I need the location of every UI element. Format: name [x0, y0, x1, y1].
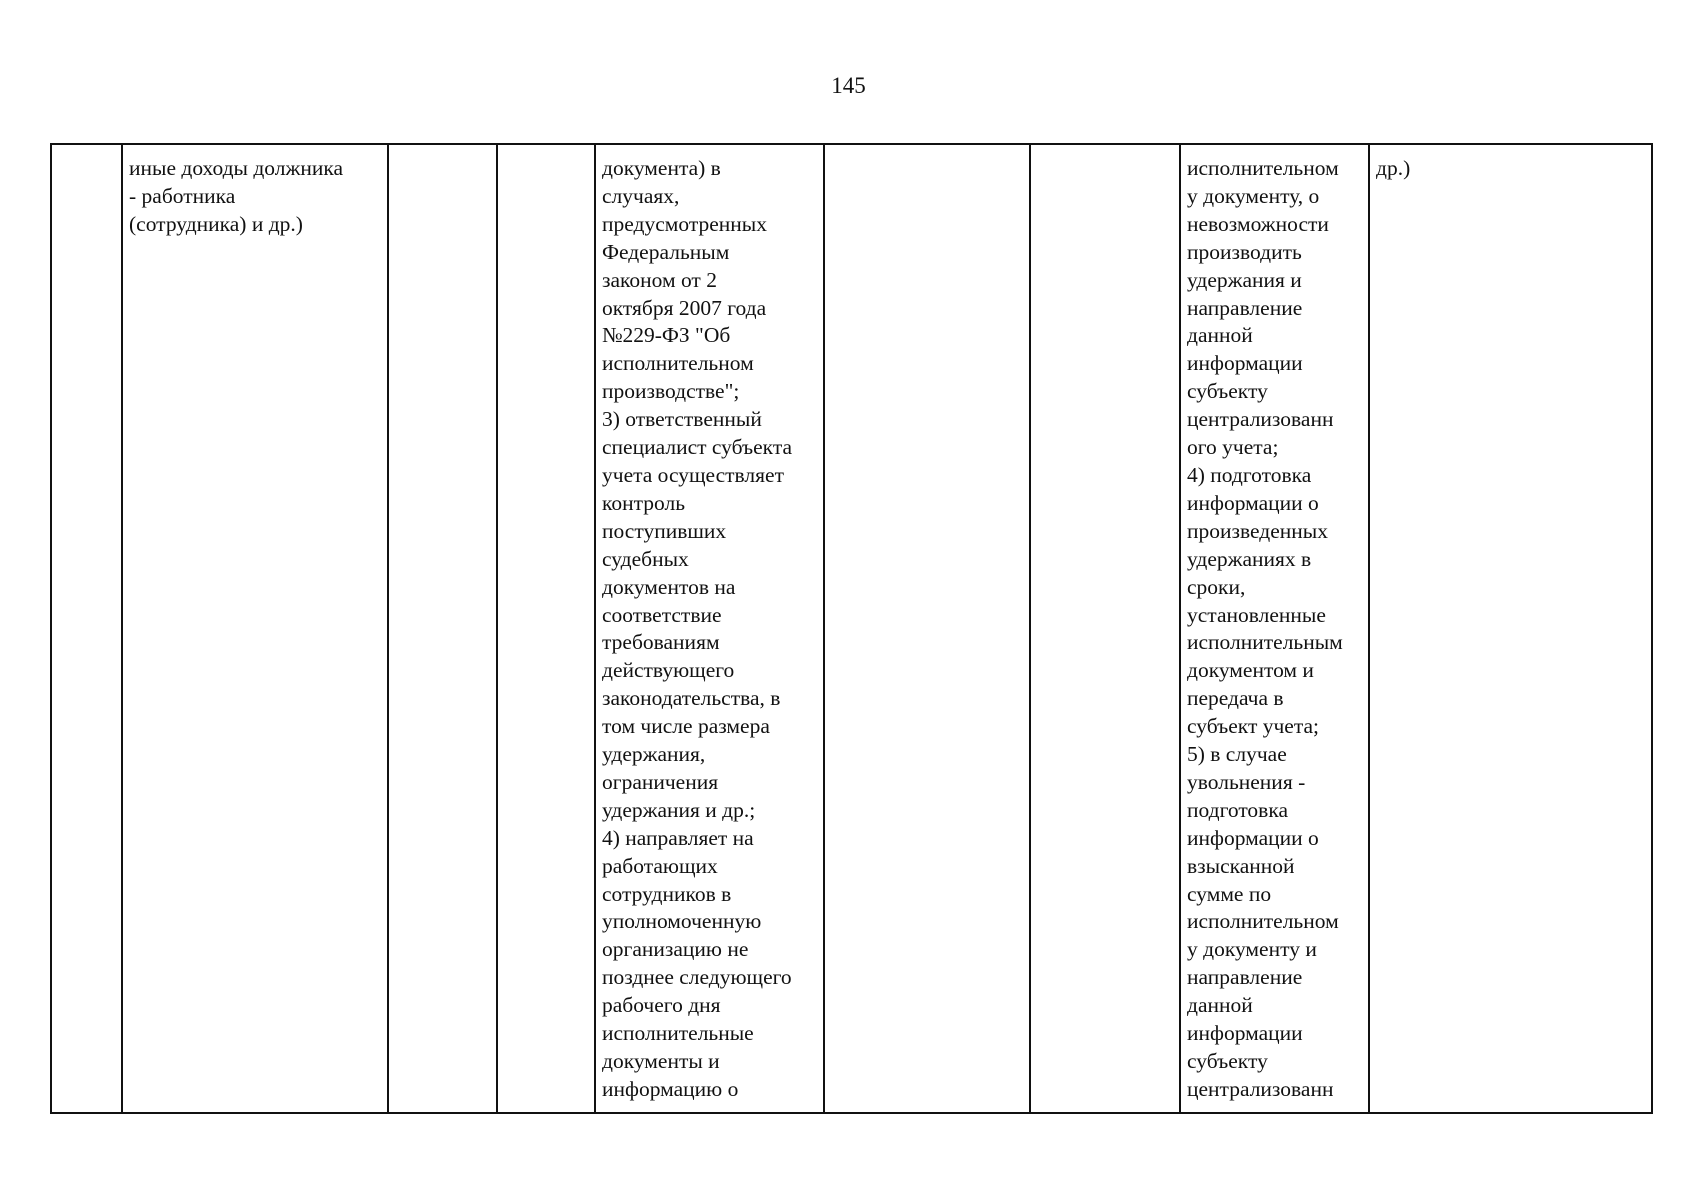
- cell-text: исполнительном у документу, о невозможности производить удержания и направление данной информации субъекту централизованн ого учета; 4) подготовка информации о произведенных удержаниях в сроки, установленные исполнительным документом и передача в субъект учета; 5) в случае увольнения - подготовка информации о взысканной сумме по исполнительном у документу и направление данной информации субъекту централизованн: [1187, 156, 1343, 1101]
- cell-procedure: [595, 144, 824, 1113]
- cell-col6: [824, 144, 1030, 1113]
- cell-income-types: [122, 144, 388, 1113]
- cell-text: документа) в случаях, предусмотренных Федеральным законом от 2 октября 2007 года №229-ФЗ "Об исполнительном производстве"; 3) ответственный специалист субъекта учета осуществляет контроль поступивших судебных документов на соответствие требованиям действующего законодательства, в том числе размера удержания, ограничения удержания и др.; 4) направляет на работающих сотрудников в уполномоченную организацию не позднее следующего рабочего дня исполнительные документы и информацию о: [602, 156, 793, 1101]
- cell-last: [1369, 144, 1652, 1113]
- cell-col3: [388, 144, 497, 1113]
- cell-col4: [497, 144, 595, 1113]
- document-table: [50, 143, 1653, 1114]
- cell-text: др.): [1376, 156, 1411, 180]
- page-number: 145: [831, 73, 866, 98]
- cell-actions: [1180, 144, 1369, 1113]
- cell-number: [51, 144, 122, 1113]
- table-row: [51, 144, 1652, 1113]
- cell-text: иные доходы должника - работника (сотрудника) и др.): [129, 156, 344, 236]
- cell-col7: [1030, 144, 1180, 1113]
